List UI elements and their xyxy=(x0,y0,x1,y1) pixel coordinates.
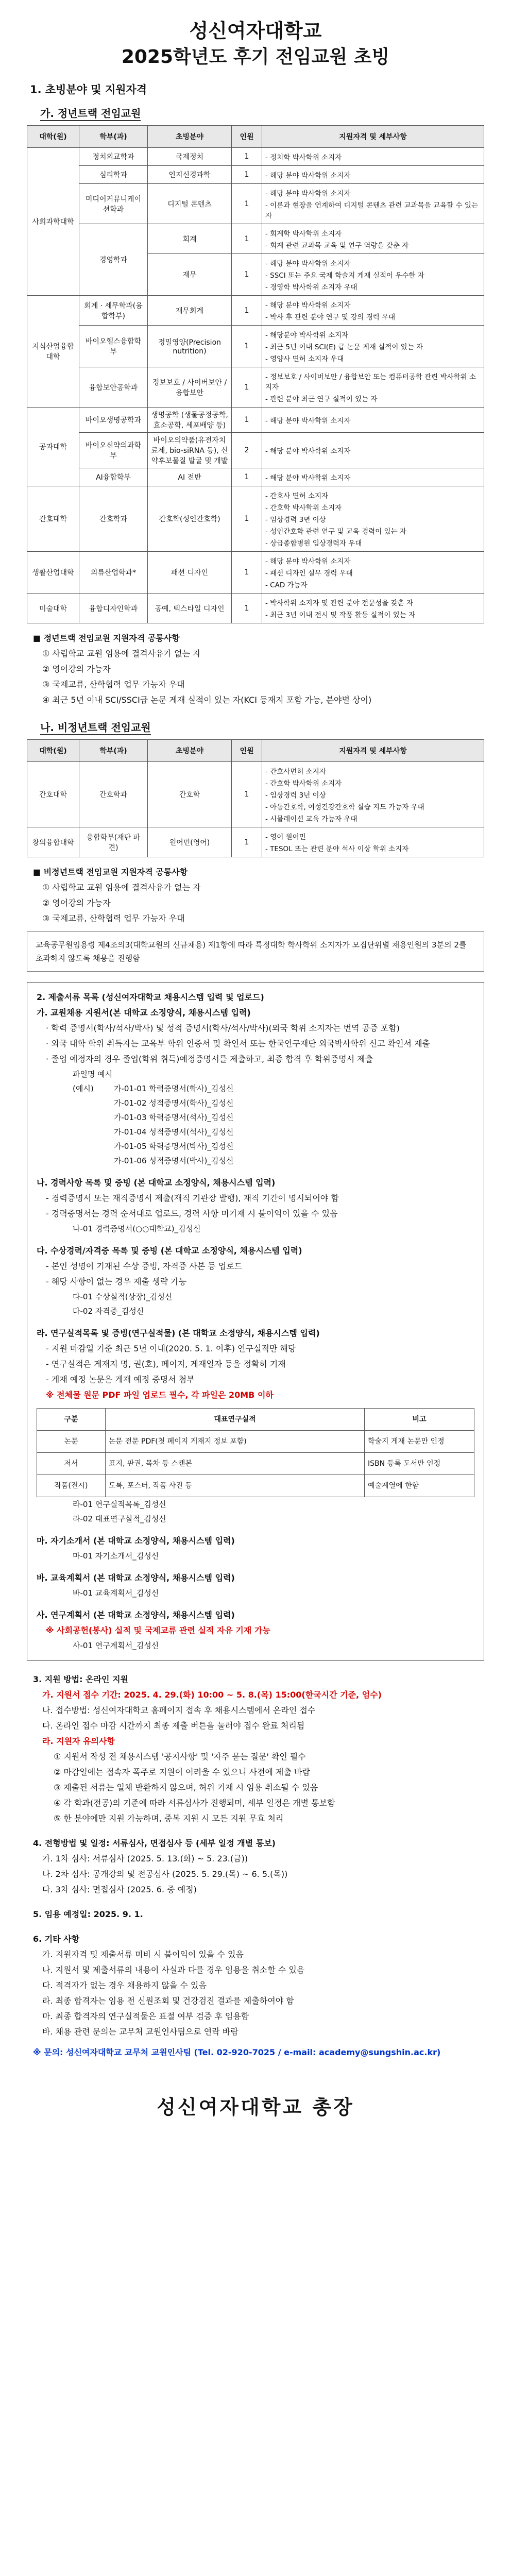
college-cell: 생활산업대학 xyxy=(27,552,79,594)
field-cell: 인지신경과학 xyxy=(148,166,232,184)
non-tenure-table xyxy=(27,739,484,857)
section-2-item: · 학력 증명서(학사/석사/박사) 및 성적 증명서(학사/석사/박사)(외국 학위 소지자는 번역 공증 포함) xyxy=(46,1023,400,1033)
table-cell: 표지, 판권, 목차 등 스캔본 xyxy=(106,1453,365,1475)
table-header: 인원 xyxy=(232,740,262,762)
count-cell: 1 xyxy=(232,224,262,254)
table-header: 비고 xyxy=(365,1409,474,1431)
count-cell: 1 xyxy=(232,184,262,224)
table-cell: 논문 xyxy=(37,1431,106,1453)
research-plan-heading: 사. 연구계획서 (본 대학교 소정양식, 채용시스템 입력) xyxy=(37,1610,235,1620)
requirements-cell xyxy=(262,166,484,184)
dept-cell: 융합학부(재단 파견) xyxy=(79,827,148,857)
college-cell: 창의융합대학 xyxy=(27,827,79,857)
table-row xyxy=(27,326,484,367)
section-4-item: 나. 2차 심사: 공개강의 및 전공심사 (2025. 5. 29.(목) ~ 6. 5.(목)) xyxy=(42,1869,288,1879)
sample-filename: 가-01-02 성적증명서(학사)_김성신 xyxy=(114,1098,234,1108)
notes-title: ■ 비정년트랙 전임교원 지원자격 공통사항 xyxy=(33,867,188,877)
requirement-item: - 회계학 박사학위 소지자 xyxy=(265,230,342,238)
dept-cell: 회계 · 세무학과(융합학부) xyxy=(79,296,148,326)
requirements-list xyxy=(265,597,481,619)
requirement-item: - 패션 디자인 실무 경력 우대 xyxy=(265,569,353,578)
dept-cell: 간호학과 xyxy=(79,762,148,827)
sample-filename: 가-01-05 학력증명서(박사)_김성신 xyxy=(114,1142,234,1151)
count-cell: 1 xyxy=(232,166,262,184)
research-item: - 게재 예정 논문은 게재 예정 증명서 첨부 xyxy=(46,1375,195,1384)
career-item: - 경력증명서는 경력 순서대로 업로드, 경력 사항 미기재 시 불이익이 있을 수 있음 xyxy=(46,1209,338,1218)
requirements-list xyxy=(265,329,481,363)
requirements-cell xyxy=(262,326,484,367)
contact-info: ※ 문의: 성신여자대학교 교무처 교원인사팀 (Tel. 02-920-7025 / e-mail: academy@sungshin.ac.kr) xyxy=(33,2047,441,2057)
dept-cell: 미디어커뮤니케이션학과 xyxy=(79,184,148,224)
section-6-item: 나. 지원서 및 제출서류의 내용이 사실과 다를 경우 임용을 취소할 수 있음 xyxy=(42,1965,305,1975)
field-cell: 재무 xyxy=(148,254,232,296)
sample-filename: 가-01-06 성적증명서(박사)_김성신 xyxy=(114,1156,234,1165)
section-2-item: 가. 교원채용 지원서(본 대학교 소정양식, 채용시스템 입력) xyxy=(37,1008,251,1018)
section-3-item: 나. 접수방법: 성신여자대학교 홈페이지 접속 후 채용시스템에서 온라인 접수 xyxy=(42,1705,316,1715)
requirements-list xyxy=(265,831,481,853)
note-item: ① 사립학교 교원 임용에 결격사유가 없는 자 xyxy=(42,883,201,892)
requirement-item: - CAD 가능자 xyxy=(265,581,308,589)
career-heading: 나. 경력사항 목록 및 증빙 (본 대학교 소정양식, 채용시스템 입력) xyxy=(37,1178,276,1188)
table-row xyxy=(27,486,484,552)
table-row xyxy=(27,594,484,623)
non-tenure-table-body xyxy=(27,762,484,857)
requirement-item: - 간호사 면허 소지자 xyxy=(265,492,329,500)
table-header: 구분 xyxy=(37,1409,106,1431)
requirements-list xyxy=(265,258,481,292)
section-4 xyxy=(33,1836,484,1897)
samples-label: 파일명 예시 xyxy=(73,1070,113,1079)
signature: 성신여자대학교 총장 xyxy=(157,2096,354,2119)
section-3-heading: 3. 지원 방법: 온라인 지원 xyxy=(33,1674,128,1684)
field-cell: 공예, 텍스타일 디자인 xyxy=(148,594,232,623)
count-cell: 1 xyxy=(232,552,262,594)
field-cell: 간호학 xyxy=(148,762,232,827)
count-cell: 1 xyxy=(232,486,262,552)
requirements-list xyxy=(265,415,481,425)
requirement-item: - 이론과 현장을 연계하여 디지털 콘텐츠 관련 교과목을 교육할 수 있는 자 xyxy=(265,201,478,220)
requirements-cell xyxy=(262,762,484,827)
tenure-track-table xyxy=(27,125,484,623)
requirements-list xyxy=(265,228,481,250)
section-6-item: 마. 최종 합격자의 연구실적물은 표절 여부 검증 후 임용함 xyxy=(42,2011,249,2021)
requirement-item: - SSCI 또는 주요 국제 학술지 게재 실적이 우수한 자 xyxy=(265,272,424,280)
requirement-item: - 최근 5년 이내 SCI(E) 급 논문 게재 실적이 있는 자 xyxy=(265,343,423,351)
table-row xyxy=(27,762,484,827)
section-6-item: 라. 최종 합격자는 임용 전 신원조회 및 건강검진 결과를 제출하여야 함 xyxy=(42,1996,294,2006)
section-3-item: ② 마감일에는 접속자 폭주로 지원이 어려울 수 있으니 사전에 제출 바람 xyxy=(54,1767,310,1777)
section-2-item: · 외국 대학 학위 취득자는 교육부 학위 인증서 및 확인서 또는 한국연구재단 외국박사학위 신고 확인서 제출 xyxy=(46,1039,430,1048)
requirement-item: - 해당분야 박사학위 소지자 xyxy=(265,331,349,340)
page-subtitle: 2025학년도 후기 전임교원 초빙 xyxy=(121,46,390,67)
section-1-sub-2: 나. 비정년트랙 전임교원 xyxy=(40,719,151,735)
note-item: ① 사립학교 교원 임용에 결격사유가 없는 자 xyxy=(42,649,201,658)
section-4-heading: 4. 전형방법 및 일정: 서류심사, 면접심사 등 (세부 일정 개별 통보) xyxy=(33,1838,276,1848)
non-tenure-common-notes xyxy=(33,865,484,926)
section-4-item: 다. 3차 심사: 면접심사 (2025. 6. 중 예정) xyxy=(42,1885,197,1894)
table-row xyxy=(27,224,484,254)
table-cell: 저서 xyxy=(37,1453,106,1475)
count-cell: 1 xyxy=(232,827,262,857)
requirement-item: - 경영학 박사학위 소지자 우대 xyxy=(265,283,357,292)
count-cell: 1 xyxy=(232,296,262,326)
count-cell: 2 xyxy=(232,433,262,468)
requirements-list xyxy=(265,472,481,482)
table-row xyxy=(27,827,484,857)
requirement-item: - 성인간호학 관련 연구 및 교육 경력이 있는 자 xyxy=(265,528,406,536)
section-6 xyxy=(33,1931,484,2060)
requirements-cell xyxy=(262,224,484,254)
count-cell: 1 xyxy=(232,762,262,827)
count-cell: 1 xyxy=(232,468,262,486)
requirements-list xyxy=(265,445,481,455)
awards-item: - 해당 사항이 없는 경우 제출 생략 가능 xyxy=(46,1277,187,1286)
table-header: 대학(원) xyxy=(27,740,79,762)
count-cell: 1 xyxy=(232,148,262,166)
section-3-item: ③ 제출된 서류는 일체 반환하지 않으며, 허위 기재 시 임용 취소될 수 있음 xyxy=(54,1783,318,1792)
requirement-item: - 해당 분야 박사학위 소지자 xyxy=(265,260,351,268)
section-5-heading: 5. 임용 예정일: 2025. 9. 1. xyxy=(33,1909,143,1919)
count-cell: 1 xyxy=(232,254,262,296)
dept-cell: 심리학과 xyxy=(79,166,148,184)
research-heading: 라. 연구실적목록 및 증빙(연구실적물) (본 대학교 소정양식, 채용시스템 입력) xyxy=(37,1328,320,1338)
dept-cell: 의류산업학과* xyxy=(79,552,148,594)
dept-cell: 간호학과 xyxy=(79,486,148,552)
table-row xyxy=(27,367,484,408)
requirement-item: - 최근 3년 이내 전시 및 작품 활동 실적이 있는 자 xyxy=(265,611,416,619)
college-cell: 간호대학 xyxy=(27,486,79,552)
requirements-list xyxy=(265,490,481,548)
requirement-item: - TESOL 또는 관련 분야 석사 이상 학위 소지자 xyxy=(265,845,409,853)
requirements-cell xyxy=(262,184,484,224)
research-plan-note: ※ 사회공헌(봉사) 실적 및 국제교류 관련 실적 자유 기재 가능 xyxy=(46,1625,270,1635)
page-title: 성신여자대학교 xyxy=(189,20,322,42)
dept-cell: 바이오신약의과학부 xyxy=(79,433,148,468)
note-item: ② 영어강의 가능자 xyxy=(42,898,111,908)
research-sample: 라-01 연구실적목록_김성신 xyxy=(73,1500,166,1509)
requirement-item: - 해당 분야 박사학위 소지자 xyxy=(265,301,351,310)
teaching-plan-heading: 바. 교육계획서 (본 대학교 소정양식, 채용시스템 입력) xyxy=(37,1573,235,1583)
requirement-item: - 간호학 박사학위 소지자 xyxy=(265,779,342,788)
requirement-item: - 상급종합병원 임상경력자 우대 xyxy=(265,539,362,548)
table-header: 학부(과) xyxy=(79,126,148,148)
requirements-list xyxy=(265,555,481,589)
section-1-sub-1: 가. 정년트랙 전임교원 xyxy=(40,105,141,121)
requirements-cell xyxy=(262,148,484,166)
requirements-cell xyxy=(262,468,484,486)
count-cell: 1 xyxy=(232,326,262,367)
requirements-list xyxy=(265,299,481,321)
section-1-heading: 1. 초빙분야 및 지원자격 xyxy=(30,83,147,96)
note-item: ③ 국제교류, 산학협력 업무 가능자 우대 xyxy=(42,913,185,923)
table-header: 지원자격 및 세부사항 xyxy=(262,126,484,148)
table-row xyxy=(27,552,484,594)
field-cell: 디지털 콘텐츠 xyxy=(148,184,232,224)
section-6-item: 가. 지원자격 및 제출서류 미비 시 불이익이 있을 수 있음 xyxy=(42,1950,244,1959)
dept-cell: 정치외교학과 xyxy=(79,148,148,166)
field-cell: 회계 xyxy=(148,224,232,254)
requirement-item: - 해당 분야 박사학위 소지자 xyxy=(265,172,351,180)
section-5 xyxy=(33,1907,484,1922)
count-cell: 1 xyxy=(232,408,262,433)
sample-tag: (예시) xyxy=(73,1084,94,1093)
sample-filename: 가-01-03 학력증명서(석사)_김성신 xyxy=(114,1113,234,1122)
awards-item: - 본인 성명이 기재된 수상 증빙, 자격증 사본 등 업로드 xyxy=(46,1261,243,1271)
requirement-item: - 임상경력 3년 이상 xyxy=(265,791,326,800)
requirements-cell xyxy=(262,367,484,408)
count-cell: 1 xyxy=(232,367,262,408)
dept-cell: 바이오생명공학과 xyxy=(79,408,148,433)
field-cell: 정밀영양(Precision nutrition) xyxy=(148,326,232,367)
note-item: ③ 국제교류, 산학협력 업무 가능자 우대 xyxy=(42,680,185,689)
requirement-item: - 정보보호 / 사이버보안 / 융합보안 또는 컴퓨터공학 관련 박사학위 소지자 xyxy=(265,373,476,392)
requirement-item: - 영양사 면허 소지자 우대 xyxy=(265,355,344,363)
requirement-item: - 임상경력 3년 이상 xyxy=(265,516,326,524)
awards-sample: 다-02 자격증_김성신 xyxy=(73,1307,144,1316)
requirements-list xyxy=(265,170,481,180)
table-row xyxy=(27,408,484,433)
self-intro-sample: 마-01 자기소개서_김성신 xyxy=(73,1551,159,1561)
section-2-heading: 2. 제출서류 목록 (성신여자대학교 채용시스템 입력 및 업로드) xyxy=(37,992,264,1002)
section-2-item: · 졸업 예정자의 경우 졸업(학위 취득)예정증명서를 제출하고, 최종 합격 후 학위증명서 제출 xyxy=(46,1054,373,1064)
requirements-cell xyxy=(262,827,484,857)
requirements-list xyxy=(265,188,481,220)
research-sample: 라-02 대표연구실적_김성신 xyxy=(73,1514,166,1523)
dept-cell: 융합디자인학과 xyxy=(79,594,148,623)
table-row xyxy=(27,468,484,486)
dept-cell: 융합보안공학과 xyxy=(79,367,148,408)
sample-filename: 가-01-04 성적증명서(석사)_김성신 xyxy=(114,1127,234,1137)
table-row xyxy=(27,148,484,166)
section-3-item: 다. 온라인 접수 마감 시간까지 최종 제출 버튼을 눌러야 접수 완료 처리됨 xyxy=(42,1721,305,1731)
field-cell: 국제정치 xyxy=(148,148,232,166)
requirements-cell xyxy=(262,254,484,296)
research-note: ※ 전체물 원문 PDF 파일 업로드 필수, 각 파일은 20MB 이하 xyxy=(46,1390,274,1400)
table-header: 초빙분야 xyxy=(148,740,232,762)
dept-cell: AI융합학부 xyxy=(79,468,148,486)
field-cell: 생명공학 (생물공정공학, 효소공학, 세포배양 등) xyxy=(148,408,232,433)
count-cell: 1 xyxy=(232,594,262,623)
requirements-cell xyxy=(262,296,484,326)
table-row xyxy=(27,296,484,326)
requirement-item: - 해당 분야 박사학위 소지자 xyxy=(265,190,351,198)
research-item: - 연구실적은 게재지 명, 권(호), 페이지, 게재일자 등을 정확히 기재 xyxy=(46,1359,286,1369)
field-cell: 재무회계 xyxy=(148,296,232,326)
table-cell: 도록, 포스터, 작품 사진 등 xyxy=(106,1475,365,1497)
section-3-item: ① 지원서 작성 전 채용시스템 '공지사항' 및 '자주 묻는 질문' 확인 필수 xyxy=(54,1752,306,1761)
filename-samples xyxy=(37,1067,474,1168)
field-cell: 원어민(영어) xyxy=(148,827,232,857)
field-cell: 간호학(성인간호학) xyxy=(148,486,232,552)
requirement-item: - 박사학위 소지자 및 관련 분야 전문성을 갖춘 자 xyxy=(265,599,413,607)
field-cell: 패션 디자인 xyxy=(148,552,232,594)
college-cell: 공과대학 xyxy=(27,408,79,486)
field-cell: AI 전반 xyxy=(148,468,232,486)
career-sample: 나-01 경력증명서(○○대학교)_김성신 xyxy=(73,1224,201,1233)
field-cell: 바이오의약품(유전자치료제, bio-siRNA 등), 신약후보물질 발굴 및 개발 xyxy=(148,433,232,468)
note-item: ④ 최근 5년 이내 SCI/SSCI급 논문 게재 실적이 있는 자(KCI 등재지 포함 가능, 분야별 상이) xyxy=(42,695,372,705)
requirement-item: - 박사 후 관련 분야 연구 및 강의 경력 우대 xyxy=(265,313,396,321)
section-3-item: ④ 각 학과(전공)의 기준에 따라 서류심사가 진행되며, 세부 일정은 개별 통보함 xyxy=(54,1798,335,1808)
requirements-cell xyxy=(262,408,484,433)
requirement-item: - 간호학 박사학위 소지자 xyxy=(265,504,342,512)
college-cell: 미술대학 xyxy=(27,594,79,623)
research-plan-sample: 사-01 연구계획서_김성신 xyxy=(73,1641,159,1650)
requirements-list xyxy=(265,151,481,162)
requirement-item: - 관련 분야 최근 연구 실적이 있는 자 xyxy=(265,395,378,403)
table-header: 대학(원) xyxy=(27,126,79,148)
table-header: 지원자격 및 세부사항 xyxy=(262,740,484,762)
requirements-cell xyxy=(262,552,484,594)
table-header: 학부(과) xyxy=(79,740,148,762)
career-item: - 경력증명서 또는 재직증명서 제출(재직 기관장 발행), 재직 기간이 명시되어야 함 xyxy=(46,1193,339,1203)
research-item: - 지원 마감일 기준 최근 5년 이내(2020. 5. 1. 이후) 연구실적만 해당 xyxy=(46,1344,296,1353)
requirement-item: - 시뮬레이션 교육 가능자 우대 xyxy=(265,815,357,823)
college-cell: 지식산업융합대학 xyxy=(27,296,79,408)
note-item: ② 영어강의 가능자 xyxy=(42,664,111,674)
table-cell: 학술지 게재 논문만 인정 xyxy=(365,1431,474,1453)
table-header: 대표연구실적 xyxy=(106,1409,365,1431)
table-row xyxy=(27,184,484,224)
table-header: 초빙분야 xyxy=(148,126,232,148)
table-cell: 예술계열에 한함 xyxy=(365,1475,474,1497)
requirement-item: - 해당 분야 박사학위 소지자 xyxy=(265,417,351,425)
requirements-list xyxy=(265,766,481,823)
section-3-item: 가. 지원서 접수 기간: 2025. 4. 29.(화) 10:00 ~ 5. 8.(목) 15:00(한국시간 기준, 엄수) xyxy=(42,1690,382,1700)
requirements-cell xyxy=(262,433,484,468)
awards-heading: 다. 수상경력/자격증 목록 및 증빙 (본 대학교 소정양식, 채용시스템 입력) xyxy=(37,1246,302,1256)
section-4-item: 가. 1차 심사: 서류심사 (2025. 5. 13.(화) ~ 5. 23.(금)) xyxy=(42,1854,248,1863)
field-cell: 정보보호 / 사이버보안 / 융합보안 xyxy=(148,367,232,408)
college-cell: 간호대학 xyxy=(27,762,79,827)
requirement-item: - 해당 분야 박사학위 소지자 xyxy=(265,474,351,482)
dept-cell: 바이오헬스융합학부 xyxy=(79,326,148,367)
awards-sample: 다-01 수상실적(상장)_김성신 xyxy=(73,1292,173,1301)
requirement-item: - 회계 관련 교과목 교육 및 연구 역량을 갖춘 자 xyxy=(265,242,409,250)
section-6-heading: 6. 기타 사항 xyxy=(33,1934,80,1944)
section-2-box xyxy=(27,982,484,1660)
table-row xyxy=(27,433,484,468)
section-3-item: 라. 지원자 유의사항 xyxy=(42,1736,115,1746)
requirements-list xyxy=(265,371,481,403)
requirement-item: - 해당 분야 박사학위 소지자 xyxy=(265,447,351,455)
sample-filename: 가-01-01 학력증명서(학사)_김성신 xyxy=(114,1084,234,1093)
requirement-item: - 아동간호학, 여성건강간호학 실습 지도 가능자 우대 xyxy=(265,803,424,811)
table-row xyxy=(27,166,484,184)
requirement-item: - 영어 원어민 xyxy=(265,833,306,841)
dept-cell: 경영학과 xyxy=(79,224,148,296)
hiring-rule-note: 교육공무원임용령 제4조의3(대학교원의 신규채용) 제1항에 따라 특정대학 학사학위 소지자가 모집단위별 채용인원의 3분의 2를 초과하지 않도록 채용을 진행함 xyxy=(27,931,484,972)
section-6-item: 바. 채용 관련 문의는 교무처 교원인사팀으로 연락 바람 xyxy=(42,2027,239,2037)
requirements-cell xyxy=(262,594,484,623)
table-cell: 작품(전시) xyxy=(37,1475,106,1497)
table-cell: 논문 전문 PDF(첫 페이지 게재지 정보 포함) xyxy=(106,1431,365,1453)
table-cell: ISBN 등록 도서만 인정 xyxy=(365,1453,474,1475)
requirement-item: - 간호사면허 소지자 xyxy=(265,768,326,776)
section-3-item: ⑤ 한 분야에만 지원 가능하며, 중복 지원 시 모든 지원 무효 처리 xyxy=(54,1814,284,1823)
teaching-plan-sample: 바-01 교육계획서_김성신 xyxy=(73,1588,159,1598)
notes-title: ■ 정년트랙 전임교원 지원자격 공통사항 xyxy=(33,633,180,643)
table-header: 인원 xyxy=(232,126,262,148)
self-intro-heading: 마. 자기소개서 (본 대학교 소정양식, 채용시스템 입력) xyxy=(37,1536,235,1546)
requirement-item: - 정치학 박사학위 소지자 xyxy=(265,154,342,162)
research-docs-table xyxy=(37,1408,474,1497)
section-6-item: 다. 적격자가 없는 경우 채용하지 않을 수 있음 xyxy=(42,1980,207,1990)
requirement-item: - 해당 분야 박사학위 소지자 xyxy=(265,557,351,566)
tenure-common-notes xyxy=(33,631,484,708)
college-cell: 사회과학대학 xyxy=(27,148,79,296)
section-3 xyxy=(33,1672,484,1826)
requirements-cell xyxy=(262,486,484,552)
tenure-table-body xyxy=(27,148,484,623)
